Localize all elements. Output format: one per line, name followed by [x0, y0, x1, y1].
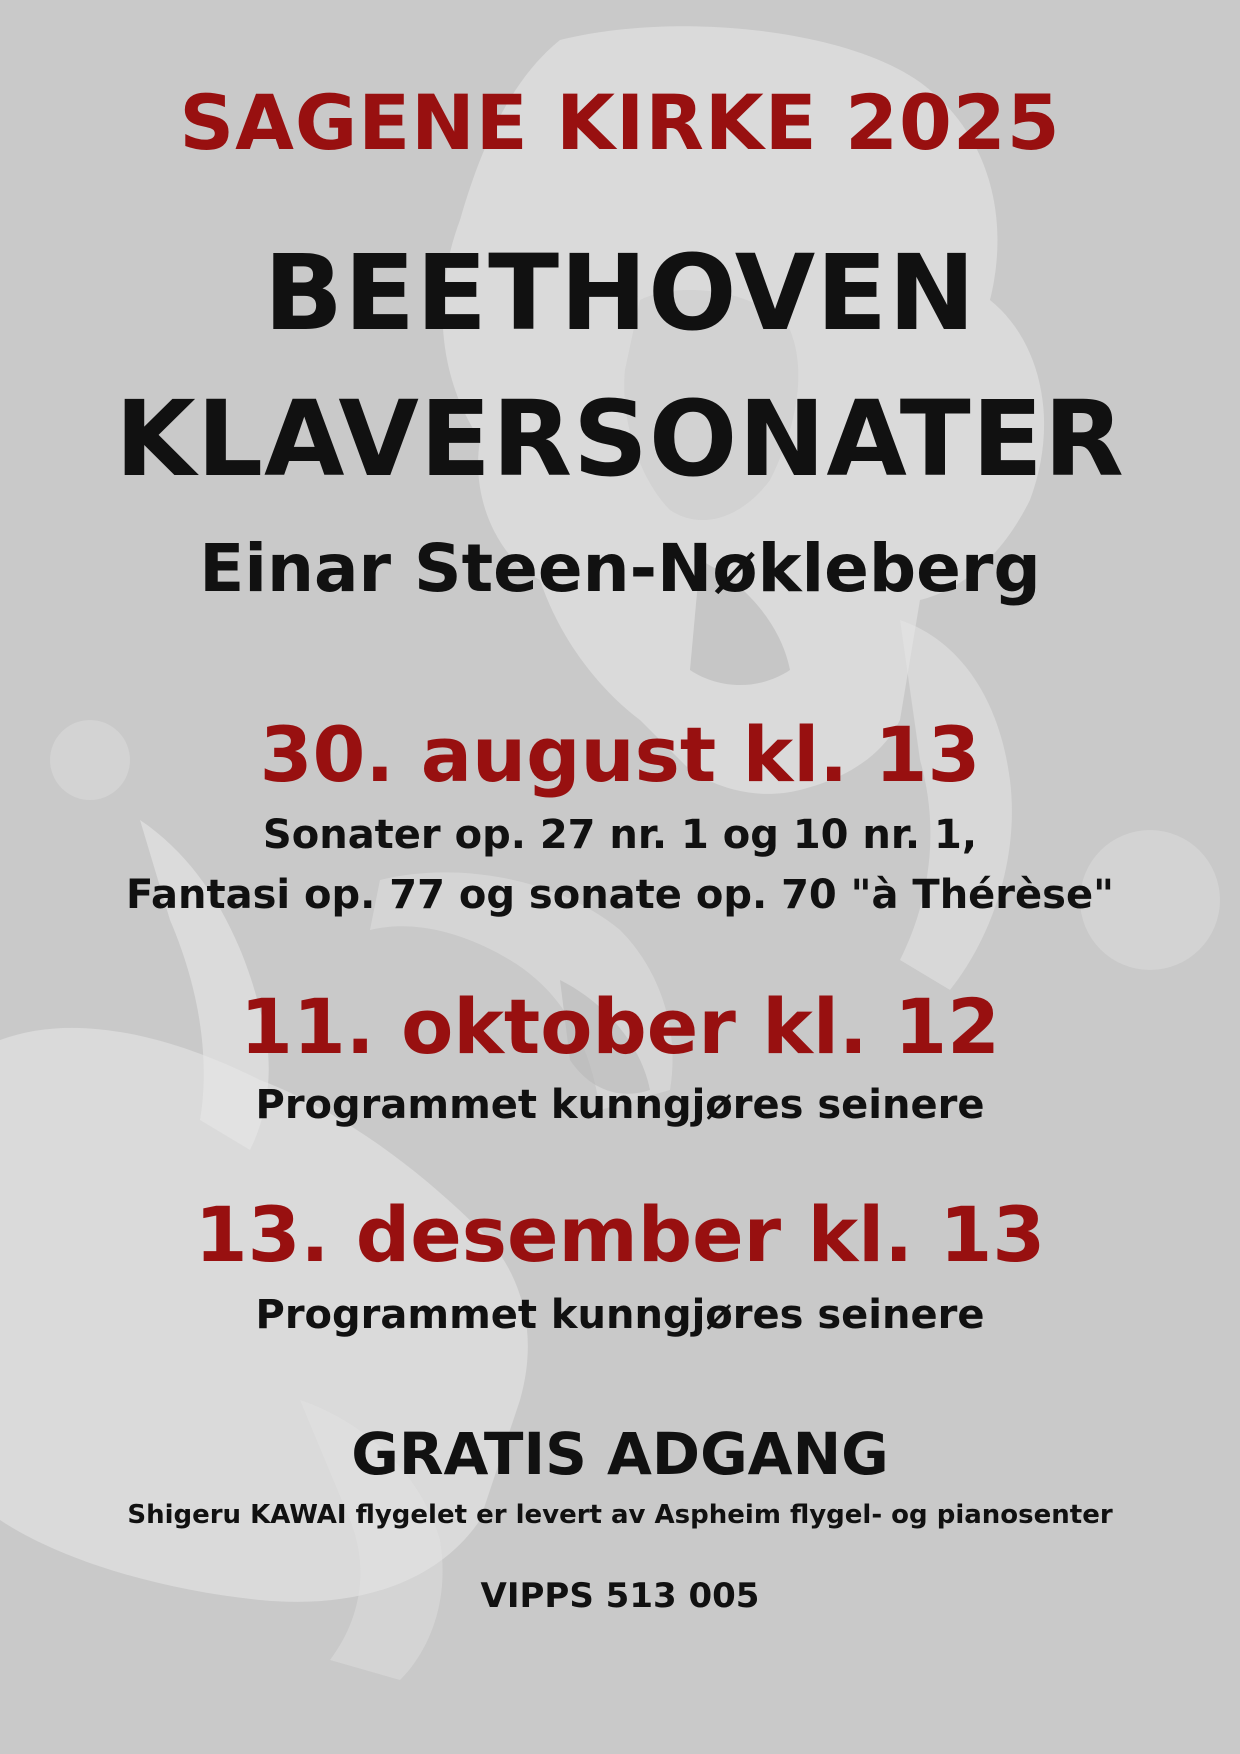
concert-program-1-line-1: Sonater op. 27 nr. 1 og 10 nr. 1,: [262, 812, 978, 858]
concert-date-3: 13. desember kl. 13: [194, 1190, 1046, 1279]
concert-program-2: Programmet kunngjøres seinere: [255, 1082, 985, 1128]
sponsor-note: Shigeru KAWAI flygelet er levert av Aspheim flygel- og pianosenter: [127, 1500, 1113, 1530]
concert-program-1-line-2: Fantasi op. 77 og sonate op. 70 "à Thérèse": [126, 872, 1114, 918]
venue-title: SAGENE KIRKE 2025: [179, 78, 1061, 167]
main-title-line-1: BEETHOVEN: [263, 232, 977, 354]
concert-date-2: 11. oktober kl. 12: [240, 982, 1000, 1071]
performer-name: Einar Steen-Nøkleberg: [199, 530, 1041, 607]
concert-date-1: 30. august kl. 13: [259, 710, 981, 799]
main-title-line-2: KLAVERSONATER: [115, 378, 1125, 500]
concert-program-3: Programmet kunngjøres seinere: [255, 1292, 985, 1338]
free-entry-notice: GRATIS ADGANG: [351, 1420, 889, 1488]
vipps-number: VIPPS 513 005: [480, 1576, 760, 1616]
